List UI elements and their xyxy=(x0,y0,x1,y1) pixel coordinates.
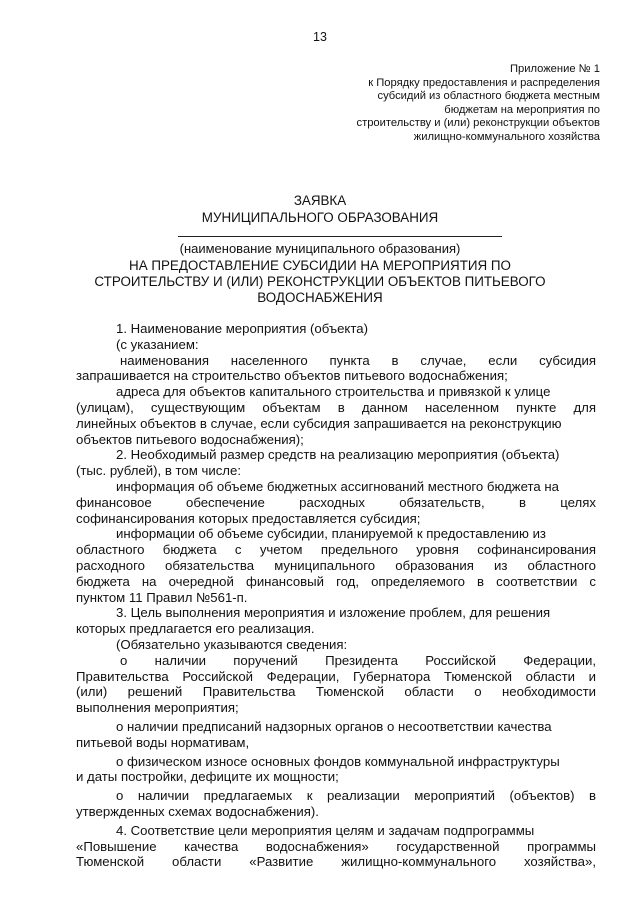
document-body xyxy=(76,321,596,870)
name-underline xyxy=(178,236,502,237)
body-line: Тюменской области «Развитие жилищно-коммунального хозяйства», xyxy=(76,854,596,870)
body-line: линейных объектов в случае, если субсидия запрашивается на реконструкцию xyxy=(76,415,562,431)
body-line: Правительства Российской Федерации, Губернатора Тюменской области и xyxy=(76,668,596,684)
body-line: информация об объеме бюджетных ассигнований местного бюджета на xyxy=(116,478,559,494)
body-line: областного бюджета с учетом предельного уровня софинансирования xyxy=(76,542,596,558)
body-line: 4. Соответствие цели мероприятия целям и задачам подпрограммы xyxy=(116,822,535,838)
body-line: информации об объеме субсидии, планируемой к предоставлению из xyxy=(116,526,546,542)
body-line: запрашивается на строительство объектов питьевого водоснабжения; xyxy=(76,368,508,384)
body-line: (или) решений Правительства Тюменской области о необходимости xyxy=(76,684,596,700)
body-line: адреса для объектов капитального строительства и привязкой к улице xyxy=(116,384,551,400)
body-line: расходного обязательства муниципального образования из областного xyxy=(76,557,596,573)
document-title: ЗАЯВКА xyxy=(293,193,347,208)
appendix-line: жилищно-коммунального хозяйства xyxy=(413,130,600,143)
body-line: (тыс. рублей), в том числе: xyxy=(76,463,241,479)
page-number: 13 xyxy=(313,30,327,44)
body-line: 1. Наименование мероприятия (объекта) xyxy=(116,321,368,336)
body-line: и даты постройки, дефиците их мощности; xyxy=(76,769,339,785)
body-line: бюджета на очередной финансовый год, определяемого в соответствии с xyxy=(76,573,596,589)
body-line: о наличии поручений Президента Российской Федерации, xyxy=(120,652,596,668)
body-line: объектов питьевого водоснабжения); xyxy=(76,431,304,447)
body-line: о наличии предписаний надзорных органов о несоответствии качества xyxy=(116,718,552,734)
purpose-line: НА ПРЕДОСТАВЛЕНИЕ СУБСИДИИ НА МЕРОПРИЯТИЯ ПО xyxy=(129,258,511,273)
body-line: утвержденных схемах водоснабжения). xyxy=(76,803,319,819)
body-line: пунктом 11 Правил №561-п. xyxy=(76,589,248,605)
body-line: о физическом износе основных фондов коммунальной инфраструктуры xyxy=(116,753,560,769)
appendix-reference xyxy=(300,63,600,145)
purpose-line: ВОДОСНАБЖЕНИЯ xyxy=(257,290,383,305)
body-line: выполнения мероприятия; xyxy=(76,700,239,716)
purpose-heading xyxy=(90,258,550,306)
body-line: о наличии предлагаемых к реализации мероприятий (объектов) в xyxy=(116,788,596,804)
body-line: 3. Цель выполнения мероприятия и изложение проблем, для решения xyxy=(116,605,551,621)
body-line: которых предлагается его реализация. xyxy=(76,621,315,637)
body-line: питьевой воды нормативам, xyxy=(76,734,250,750)
body-line: финансовое обеспечение расходных обязательств, в целях xyxy=(76,494,596,510)
appendix-line: Приложение № 1 xyxy=(509,63,600,75)
document-subtitle: МУНИЦИПАЛЬНОГО ОБРАЗОВАНИЯ xyxy=(201,210,439,225)
body-line: (улицам), существующим объектам в данном населенном пункте для xyxy=(76,399,596,415)
purpose-line: СТРОИТЕЛЬСТВУ И (ИЛИ) РЕКОНСТРУКЦИИ ОБЪЕКТОВ ПИТЬЕВОГО xyxy=(94,274,546,289)
body-line: наименования населенного пункта в случае, если субсидия xyxy=(120,352,596,368)
appendix-line: субсидий из областного бюджета местным xyxy=(377,90,600,103)
name-hint: (наименование муниципального образования) xyxy=(179,241,461,256)
appendix-line: к Порядку предоставления и распределения xyxy=(368,76,600,89)
body-line: (с указанием: xyxy=(116,336,199,352)
appendix-line: строительству и (или) реконструкции объектов xyxy=(356,117,600,130)
body-line: «Повышение качества водоснабжения» государственной программы xyxy=(76,838,596,854)
body-line: (Обязательно указываются сведения: xyxy=(116,636,348,652)
appendix-line: бюджетам на мероприятия по xyxy=(444,103,600,116)
body-line: софинансирования которых предоставляется субсидия; xyxy=(76,510,421,526)
body-line: 2. Необходимый размер средств на реализацию мероприятия (объекта) xyxy=(116,447,560,463)
